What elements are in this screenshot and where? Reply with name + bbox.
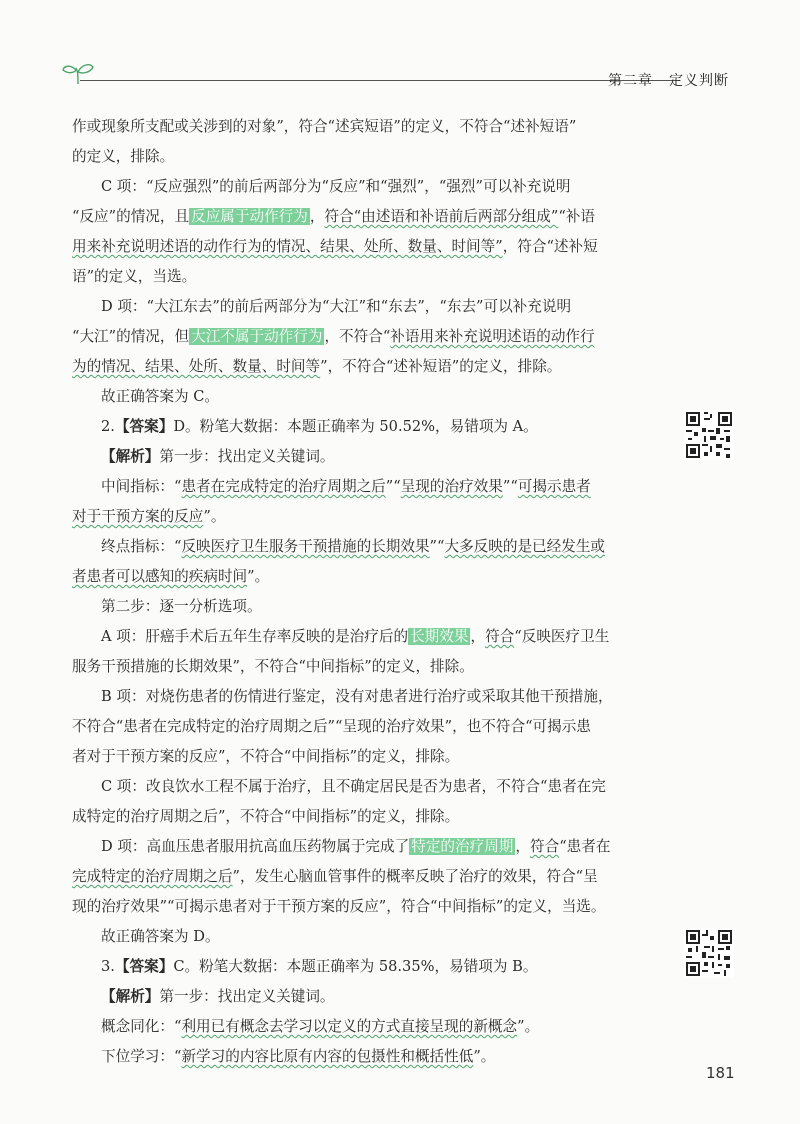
wavy-underline: 完成特定的治疗周期之后 [72,868,233,885]
text-line: 2. [101,418,115,435]
text-line: 者对于干预方案的反应”，不符合“中间指标”的定义，排除。 [72,748,460,765]
text-line: 现的治疗效果”“可揭示患者对于干预方案的反应”，符合“中间指标”的定义，当选。 [72,898,606,915]
text-line: ， [470,628,486,645]
paragraph [72,142,662,172]
text-line: “反映医疗卫生 [514,628,610,645]
paragraph [72,742,662,772]
text-line: “反应”的情况，且 [72,208,190,225]
highlight: 特定的治疗周期 [411,838,514,855]
wavy-underline: 大多反映的是已经发生或 [444,538,606,555]
wavy-underline: 者患者可以感知的疾病时间 [72,568,248,585]
paragraph [72,232,662,262]
text-line: ”。 [517,1018,540,1035]
paragraph [72,562,662,592]
text-line: D 项：“大江东去”的前后两部分为“大江”和“东去”，“东去”可以补充说明 [101,298,572,315]
wavy-underline: 用来补充说明述语的动作行为的情况、结果、处所、数量、时间等” [72,238,503,255]
text-line: “患者在 [559,838,611,855]
text-line: 3. [101,958,115,975]
paragraph [72,712,662,742]
page-number: 181 [706,1064,735,1082]
paragraph [72,1042,662,1072]
text-line: 终点指标：“ [101,538,182,555]
analysis-tag: 【解析】 [101,448,160,465]
text-line: 的定义，排除。 [72,148,175,165]
paragraph [72,862,662,892]
text-line: ”“ [502,478,518,495]
highlight: 长期效果 [410,628,469,645]
text-line: 下位学习：“ [101,1048,182,1065]
text-line: ， [309,208,325,225]
text-line: ”“ [385,478,401,495]
text-line: ”。 [203,508,226,525]
wavy-underline: 补语用来补充说明述语的动作行 [390,328,595,345]
text-line: C 项：改良饮水工程不属于治疗，且不确定居民是否为患者，不符合“患者在完 [101,778,606,795]
paragraph [72,262,662,292]
wavy-underline: 呈现的治疗效果 [400,478,503,495]
paragraph-d [72,292,662,322]
analysis-tag: 【解析】 [101,988,160,1005]
wavy-underline: 可揭示患者 [517,478,591,495]
highlight: 大江不属于动作行为 [191,328,323,345]
wavy-underline: 反映医疗卫生服务干预措施的长期效果 [181,538,430,555]
text-line: 故正确答案为 D。 [101,928,220,945]
answer-tag: 【答案】 [114,958,174,975]
paragraph-b [72,682,662,712]
answer-tag: 【答案】 [114,418,174,435]
wavy-underline: 患者在完成特定的治疗周期之后 [181,478,386,495]
analysis-line [72,442,662,472]
text-line: 故正确答案为 C。 [101,388,219,405]
wavy-underline: 符合 [485,628,515,645]
analysis-line [72,982,662,1012]
paragraph [72,892,662,922]
highlight: 反应属于动作行为 [191,208,308,225]
text-line: 概念同化：“ [101,1018,182,1035]
text-line: 成特定的治疗周期之后”，不符合“中间指标”的定义，排除。 [72,808,460,825]
paragraph [72,472,662,502]
wavy-underline: 符合 [530,838,560,855]
text-line: B 项：对烧伤患者的伤情进行鉴定，没有对患者进行治疗或采取其他干预措施， [101,688,613,705]
text-line: 不符合“患者在完成特定的治疗周期之后”“呈现的治疗效果”，也不符合“可揭示患 [72,718,591,735]
chapter-section: 定义判断 [669,73,729,89]
text-line: “补语 [558,208,595,225]
text-line: ，符合“述补短 [502,238,598,255]
chapter-header [608,70,729,90]
text-line: ”“ [429,538,445,555]
paragraph [72,502,662,532]
header-rule [80,80,680,81]
page-body [72,112,662,1072]
text-line: ”，不符合“述补短语”的定义，排除。 [320,358,562,375]
qr-code-icon[interactable] [684,928,734,978]
text-line: “大江”的情况，但 [72,328,190,345]
paragraph-a [72,622,662,652]
qr-code-icon[interactable] [684,410,734,460]
wavy-underline: 符合“由述语和补语前后两部分组成” [324,208,559,225]
text-line: 第二步：逐一分析选项。 [101,598,262,615]
paragraph [72,802,662,832]
paragraph-c [72,172,662,202]
wavy-underline: 对于干预方案的反应 [72,508,204,525]
paragraph [72,592,662,622]
text-line: ”。 [247,568,270,585]
text-line: ”。 [473,1048,496,1065]
paragraph-c2 [72,772,662,802]
text-line: 语”的定义，当选。 [72,268,197,285]
text-line: 第一步：找出定义关键词。 [159,448,335,465]
paragraph [72,1012,662,1042]
wavy-underline: 新学习的内容比原有内容的包摄性和概括性低 [181,1048,474,1065]
wavy-underline: 为的情况、结果、处所、数量、时间等 [72,358,321,375]
paragraph [72,112,662,142]
wavy-underline: 利用已有概念去学习以定义的方式直接呈现的新概念 [181,1018,518,1035]
text-line: ， [515,838,530,855]
text-line: 服务干预措施的长期效果”，不符合“中间指标”的定义，排除。 [72,658,474,675]
paragraph-d2 [72,832,662,862]
text-line: D。粉笔大数据：本题正确率为 50.52%，易错项为 A。 [173,418,538,435]
answer-line [72,382,662,412]
text-line: 第一步：找出定义关键词。 [159,988,335,1005]
text-line: A 项：肝癌手术后五年生存率反映的是治疗后的 [101,628,409,645]
text-line: 作或现象所支配或关涉到的对象”，符合“述宾短语”的定义，不符合“述补短语” [72,118,577,135]
text-line: ，不符合“ [324,328,391,345]
text-line: ”，发生心脑血管事件的概率反映了治疗的效果，符合“呈 [232,868,598,885]
paragraph [72,352,662,382]
text-line: C。粉笔大数据：本题正确率为 58.35%，易错项为 B。 [173,958,538,975]
chapter-number: 第二章 [608,73,653,89]
answer-line [72,922,662,952]
text-line: 中间指标：“ [101,478,182,495]
text-line: C 项：“反应强烈”的前后两部分为“反应”和“强烈”，“强烈”可以补充说明 [101,178,571,195]
question-3-answer [72,952,662,982]
paragraph [72,322,662,352]
paragraph [72,652,662,682]
text-line: D 项：高血压患者服用抗高血压药物属于完成了 [101,838,410,855]
leaf-sprout-icon [60,58,96,88]
paragraph [72,202,662,232]
paragraph [72,532,662,562]
question-2-answer [72,412,662,442]
